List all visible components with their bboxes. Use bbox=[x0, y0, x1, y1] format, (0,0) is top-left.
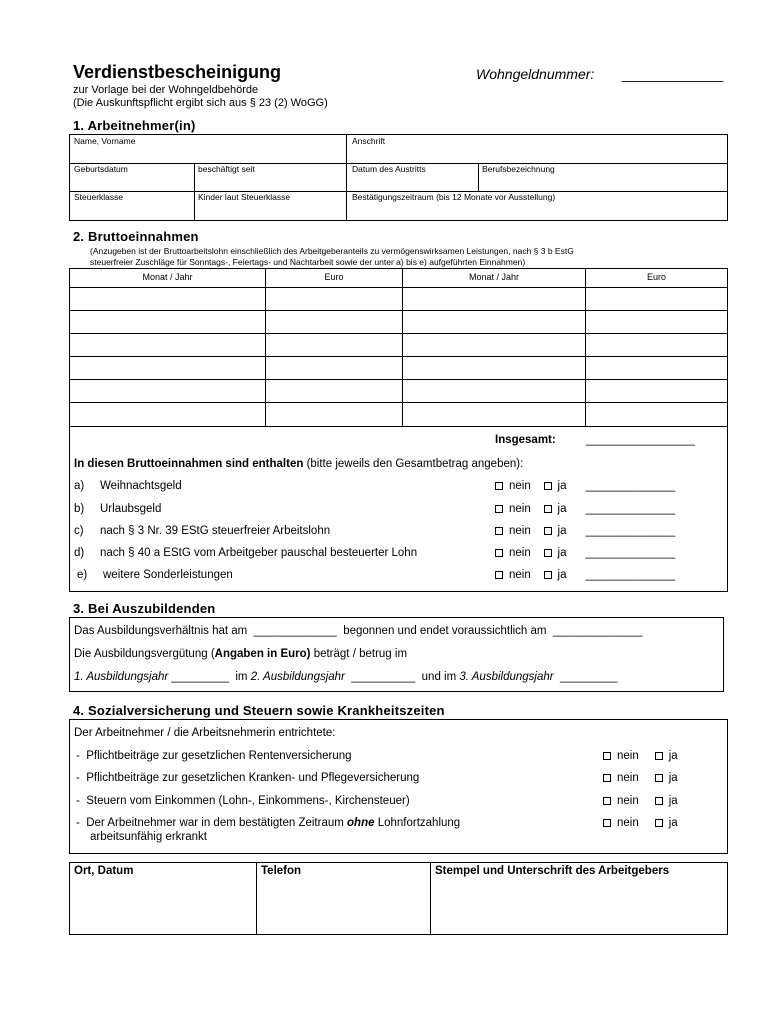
section-1-title: 1. Arbeitnehmer(in) bbox=[73, 118, 196, 133]
ausbildung-end-field[interactable]: ______________ bbox=[552, 625, 643, 637]
col-header-euro-2: Euro bbox=[646, 272, 666, 282]
section-1-table bbox=[69, 134, 728, 221]
betrag-field[interactable]: ______________ bbox=[585, 569, 676, 581]
enthalten-item-choice: nein ja ______________ bbox=[495, 503, 675, 515]
nein-checkbox[interactable] bbox=[495, 549, 503, 557]
col-header-euro-1: Euro bbox=[324, 272, 344, 282]
s4-choice: nein ja bbox=[603, 772, 678, 784]
enthalten-item: a) Weihnachtsgeld bbox=[74, 480, 182, 492]
enthalten-label: In diesen Bruttoeinnahmen sind enthalten (bitte jeweils den Gesamtbetrag angeben): bbox=[74, 458, 524, 470]
anschrift-field[interactable]: Anschrift bbox=[352, 136, 386, 146]
enthalten-item: c) nach § 3 Nr. 39 EStG steuerfreier Arbeitslohn bbox=[74, 525, 331, 537]
jahr-3-field[interactable]: _________ bbox=[559, 671, 618, 683]
kinder-field[interactable]: Kinder laut Steuerklasse bbox=[198, 192, 291, 202]
ja-checkbox[interactable] bbox=[544, 527, 552, 535]
section-2-table bbox=[69, 268, 728, 592]
s4-item-4: - Der Arbeitnehmer war in dem bestätigten Zeitraum ohne Lohnfortzahlung bbox=[76, 817, 461, 829]
section-3-box bbox=[69, 617, 724, 692]
betrag-field[interactable]: ______________ bbox=[585, 525, 676, 537]
nein-checkbox[interactable] bbox=[603, 774, 611, 782]
betrag-field[interactable]: ______________ bbox=[585, 547, 676, 559]
ja-checkbox[interactable] bbox=[544, 505, 552, 513]
section-2-title: 2. Bruttoeinnahmen bbox=[73, 229, 199, 244]
ausbildung-start-field[interactable]: _____________ bbox=[253, 625, 337, 637]
subtitle-note: (Die Auskunftspflicht ergibt sich aus § 23 (2) WoGG) bbox=[73, 97, 328, 109]
s4-item-2: - Pflichtbeiträge zur gesetzlichen Kranken- und Pflegeversicherung bbox=[76, 772, 420, 784]
steuerklasse-field[interactable]: Steuerklasse bbox=[74, 192, 124, 202]
s4-choice: nein ja bbox=[603, 817, 678, 829]
ja-checkbox[interactable] bbox=[655, 819, 663, 827]
section-4-box bbox=[69, 719, 728, 854]
ja-checkbox[interactable] bbox=[655, 797, 663, 805]
nein-checkbox[interactable] bbox=[603, 819, 611, 827]
zeitraum-field[interactable]: Bestätigungszeitraum (bis 12 Monate vor Ausstellung) bbox=[352, 192, 556, 202]
ort-datum-field[interactable]: Ort, Datum bbox=[74, 865, 134, 877]
s4-item-4-cont: arbeitsunfähig erkrankt bbox=[90, 831, 207, 843]
section-2-note-1: (Anzugeben ist der Bruttoarbeitslohn einschließlich des Arbeitgeberanteils zu vermögenswirksamen Leistungen, nach § 3 b EstG bbox=[90, 246, 574, 256]
ja-checkbox[interactable] bbox=[655, 774, 663, 782]
insgesamt-field[interactable]: _________________ bbox=[586, 434, 695, 446]
insgesamt-label: Insgesamt: bbox=[495, 434, 556, 446]
wohngeldnummer-field[interactable]: _____________ bbox=[622, 66, 724, 82]
betrag-field[interactable]: ______________ bbox=[585, 503, 676, 515]
enthalten-item-choice: nein ja ______________ bbox=[495, 547, 675, 559]
nein-checkbox[interactable] bbox=[603, 797, 611, 805]
s4-intro: Der Arbeitnehmer / die Arbeitsnehmerin entrichtete: bbox=[74, 727, 336, 739]
jahr-1-field[interactable]: _________ bbox=[171, 671, 229, 683]
ja-checkbox[interactable] bbox=[544, 571, 552, 579]
nein-checkbox[interactable] bbox=[495, 505, 503, 513]
telefon-field[interactable]: Telefon bbox=[261, 865, 302, 877]
ja-checkbox[interactable] bbox=[655, 752, 663, 760]
ausbildung-line-2: Die Ausbildungsvergütung (Angaben in Euro) beträgt / betrug im bbox=[74, 648, 408, 660]
enthalten-item: b) Urlaubsgeld bbox=[74, 503, 162, 515]
section-3-title: 3. Bei Auszubildenden bbox=[73, 601, 216, 616]
enthalten-item-choice: nein ja ______________ bbox=[495, 569, 675, 581]
signature-table bbox=[69, 862, 728, 935]
nein-checkbox[interactable] bbox=[603, 752, 611, 760]
enthalten-item-choice: nein ja ______________ bbox=[495, 525, 675, 537]
beruf-field[interactable]: Berufsbezeichnung bbox=[482, 164, 555, 174]
geburtsdatum-field[interactable]: Geburtsdatum bbox=[74, 164, 128, 174]
s4-choice: nein ja bbox=[603, 795, 678, 807]
enthalten-item: d) nach § 40 a EStG vom Arbeitgeber pauschal besteuerter Lohn bbox=[74, 547, 418, 559]
section-4-title: 4. Sozialversicherung und Steuern sowie Krankheitszeiten bbox=[73, 703, 445, 718]
austritt-field[interactable]: Datum des Austritts bbox=[352, 164, 426, 174]
ausbildung-line-3: 1. Ausbildungsjahr _________ im 2. Ausbildungsjahr __________ und im 3. Ausbildungsjahr _________ bbox=[74, 671, 618, 683]
nein-checkbox[interactable] bbox=[495, 571, 503, 579]
jahr-2-field[interactable]: __________ bbox=[351, 671, 416, 683]
ja-checkbox[interactable] bbox=[544, 549, 552, 557]
name-field[interactable]: Name, Vorname bbox=[74, 136, 136, 146]
nein-checkbox[interactable] bbox=[495, 482, 503, 490]
s4-choice: nein ja bbox=[603, 750, 678, 762]
nein-checkbox[interactable] bbox=[495, 527, 503, 535]
page-title: Verdienstbescheinigung bbox=[73, 62, 282, 82]
wohngeldnummer-label: Wohngeldnummer: bbox=[476, 66, 595, 82]
stempel-field[interactable]: Stempel und Unterschrift des Arbeitgebers bbox=[435, 865, 670, 877]
col-header-monat-1: Monat / Jahr bbox=[142, 272, 193, 282]
s4-item-1: - Pflichtbeiträge zur gesetzlichen Rentenversicherung bbox=[76, 750, 352, 762]
enthalten-item-choice: nein ja ______________ bbox=[495, 480, 675, 492]
enthalten-item: e) weitere Sonderleistungen bbox=[77, 569, 233, 581]
s4-item-3: - Steuern vom Einkommen (Lohn-, Einkommens-, Kirchensteuer) bbox=[76, 795, 410, 807]
ausbildung-line-1: Das Ausbildungsverhältnis hat am _____________ begonnen und endet voraussichtlich am ______________ bbox=[74, 625, 643, 637]
col-header-monat-2: Monat / Jahr bbox=[468, 272, 520, 282]
section-2-note-2: steuerfreier Zuschläge für Sonntags-, Feiertags- und Nachtarbeit sowie der unter a) bis e) aufgeführten Einnahmen) bbox=[90, 257, 526, 267]
ja-checkbox[interactable] bbox=[544, 482, 552, 490]
betrag-field[interactable]: ______________ bbox=[585, 480, 676, 492]
subtitle: zur Vorlage bei der Wohngeldbehörde bbox=[73, 84, 259, 96]
beschaeftigt-field[interactable]: beschäftigt seit bbox=[198, 164, 255, 174]
